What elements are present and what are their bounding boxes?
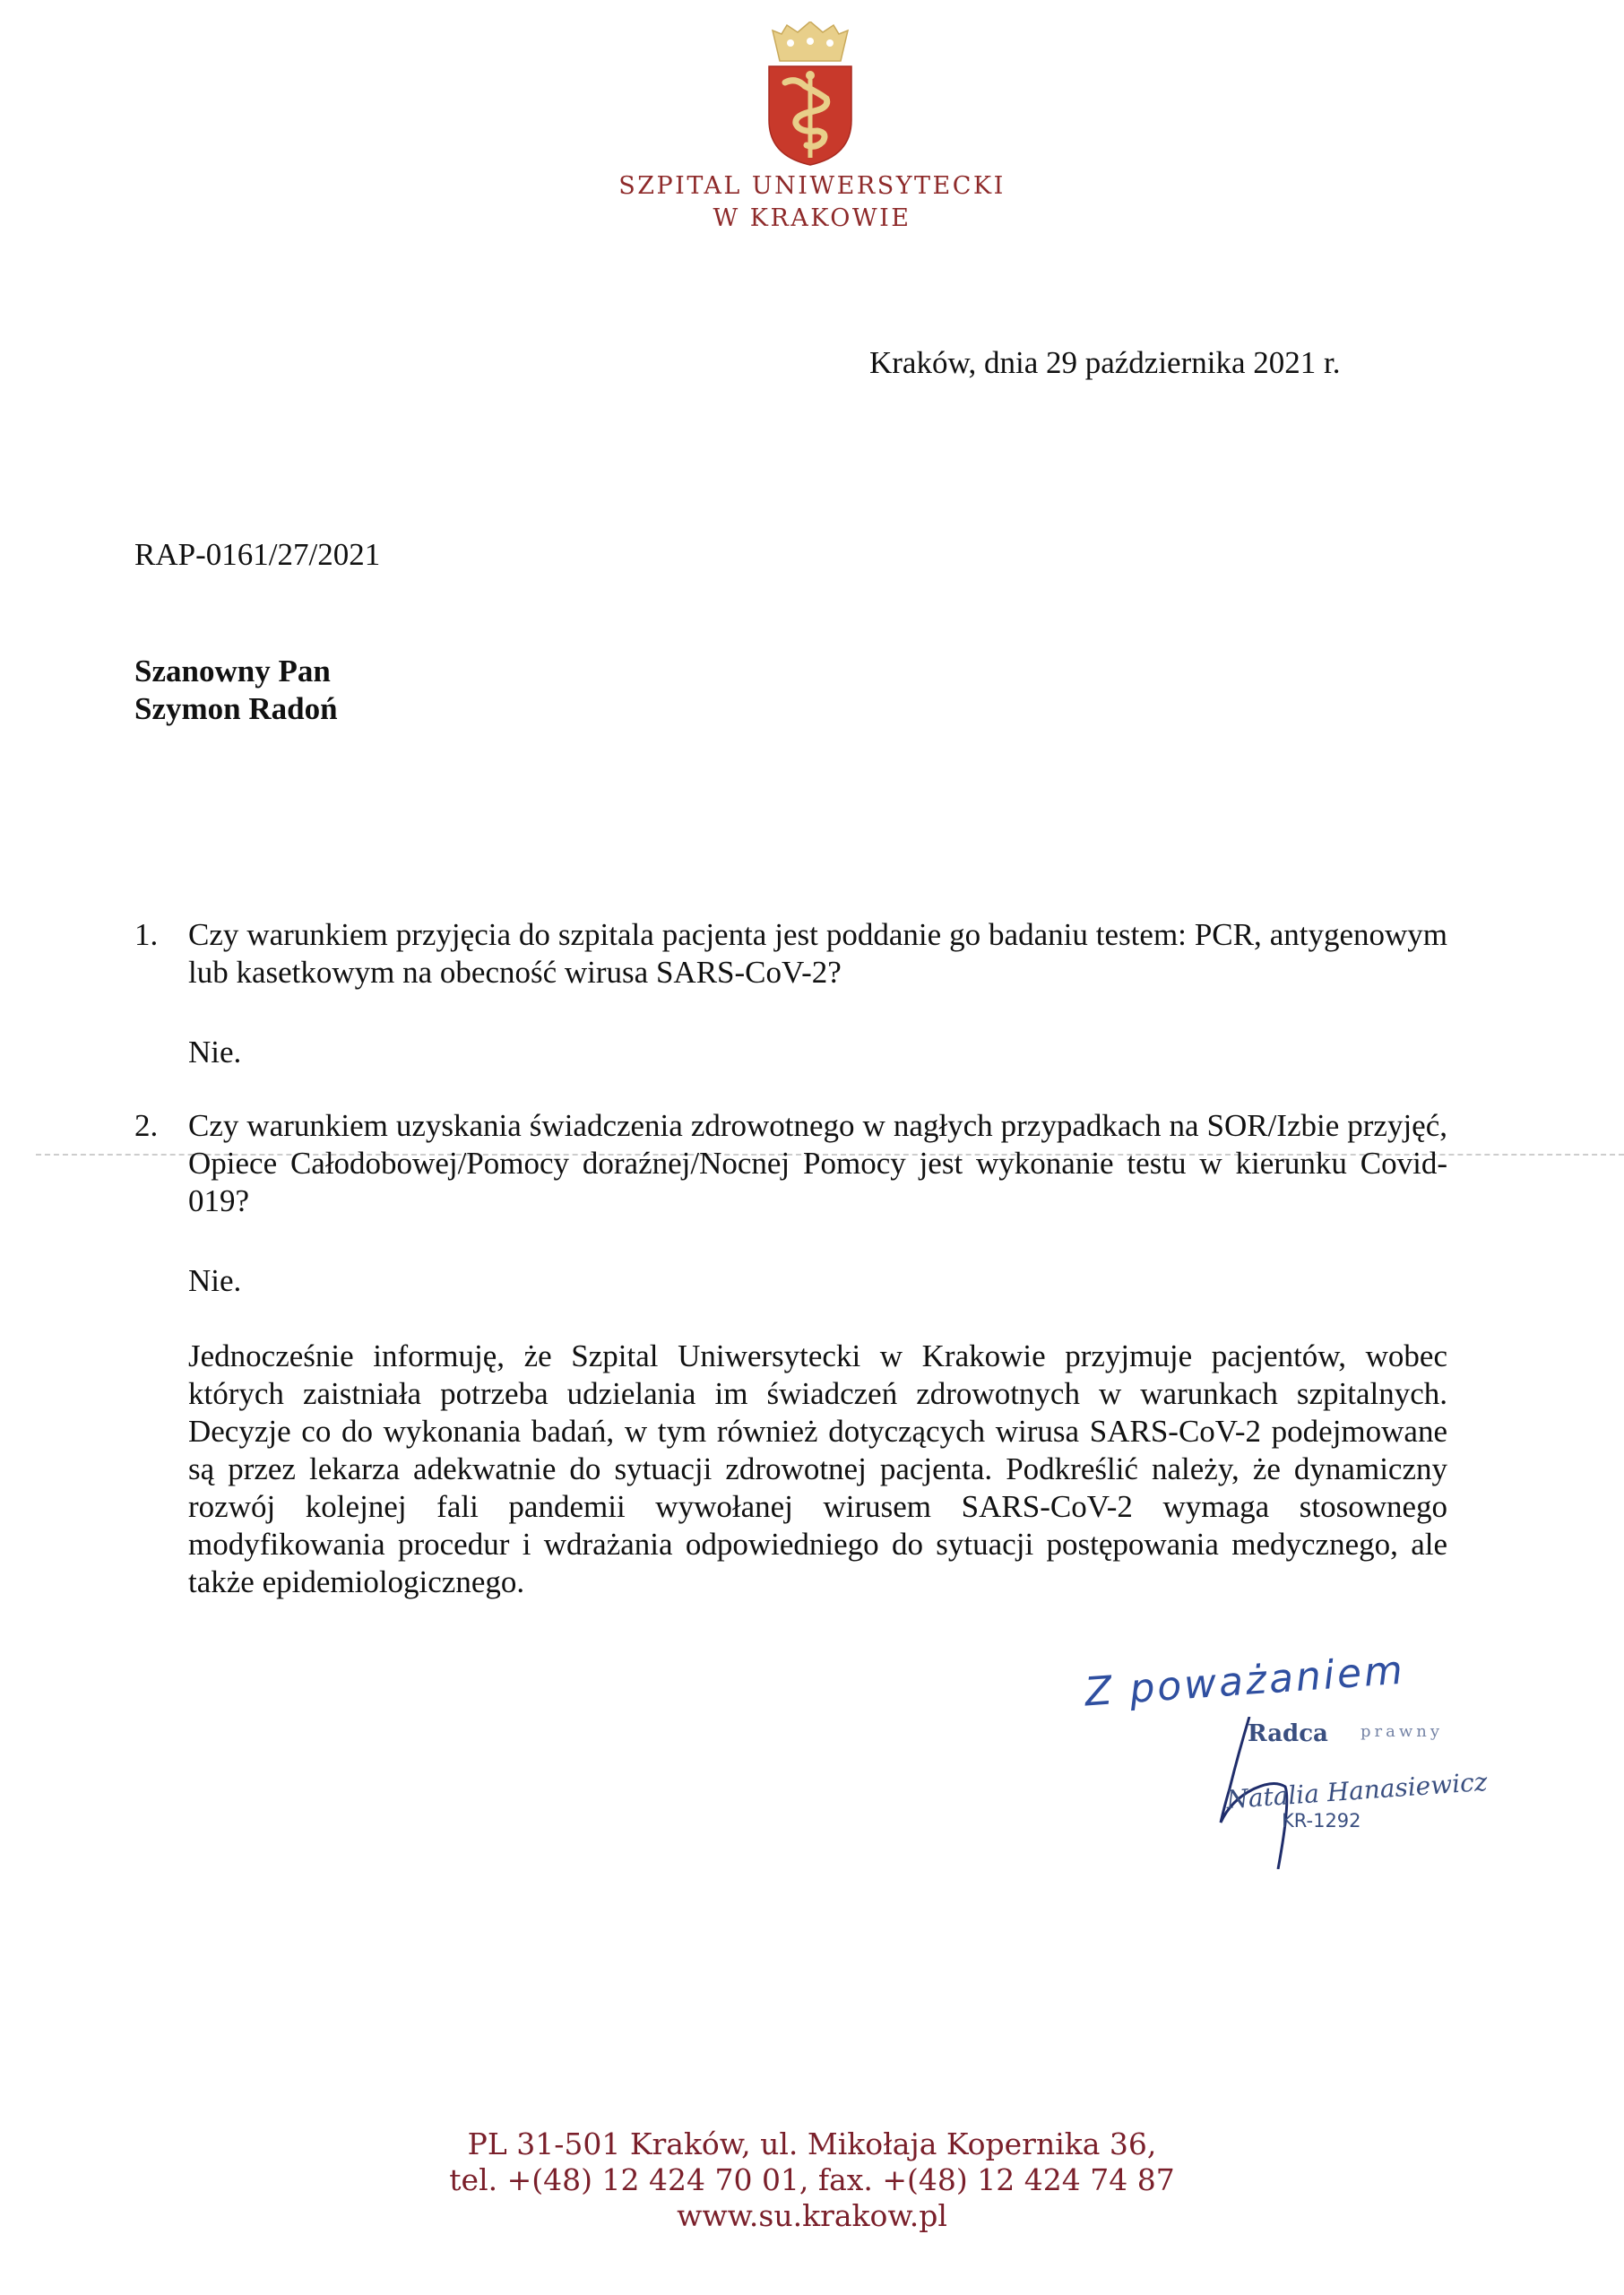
question-text: Czy warunkiem uzyskania świadczenia zdrowotnego w nagłych przypadkach na SOR/Izbie przyjęć, Opiece Całodobowej/Pomocy doraźnej/Nocnej Pomocy jest wykonanie testu w kierunku Covid-019? — [188, 1108, 1447, 1218]
stamp-title-suffix: prawny — [1361, 1722, 1444, 1741]
answer-1: Nie. — [188, 1035, 242, 1070]
closing-paragraph: Jednocześnie informuję, że Szpital Uniwersytecki w Krakowie przyjmuje pacjentów, wobec których zaistniała potrzeba udzielania im świadczeń zdrowotnych w warunkach szpitalnych. Decyzje co do wykonania badań, w tym również dotyczących wirusa SARS-CoV-2 podejmowane są przez lekarza adekwatnie do sytuacji zdrowotnej pacjenta. Podkreślić należy, że dynamiczny rozwój kolejnej fali pandemii wywołanej wirusem SARS-CoV-2 wymaga stosownego modyfikowania procedur i wdrażania odpowiedniego do sytuacji postępowania medycznego, ale także epidemiologicznego. — [188, 1338, 1447, 1599]
answer-2: Nie. — [188, 1263, 242, 1298]
handwritten-closing: Z poważaniem — [1083, 1647, 1407, 1716]
question-2 — [134, 1107, 1447, 1220]
stamp-id: KR-1292 — [1282, 1810, 1361, 1832]
footer-address: PL 31-501 Kraków, ul. Mikołaja Kopernika 36, — [467, 2126, 1157, 2161]
stamp-name: Natalia Hanasiewicz — [1225, 1766, 1489, 1815]
addressee-name: Szymon Radoń — [134, 691, 338, 726]
hospital-crest-icon — [764, 22, 857, 167]
footer-contact — [0, 2126, 1624, 2234]
letter-date: Kraków, dnia 29 października 2021 r. — [869, 345, 1341, 380]
legal-counsel-stamp — [1219, 1717, 1488, 1869]
footer-phone-fax: tel. +(48) 12 424 70 01, fax. +(48) 12 424 74 87 — [449, 2162, 1175, 2197]
reference-number: RAP-0161/27/2021 — [134, 537, 381, 572]
footer-website-link[interactable]: www.su.krakow.pl — [677, 2198, 947, 2233]
question-1 — [134, 916, 1447, 992]
stamp-title: Radca — [1248, 1720, 1328, 1747]
addressee-block — [134, 653, 338, 728]
question-text: Czy warunkiem przyjęcia do szpitala pacjenta jest poddanie go badaniu testem: PCR, antygenowym lub kasetkowym na obecność wirusa SARS-CoV-2? — [188, 917, 1447, 990]
organization-name-line2: W KRAKOWIE — [713, 204, 911, 232]
question-number: 1. — [134, 917, 159, 952]
organization-name-line1: SZPITAL UNIWERSYTECKI — [618, 172, 1006, 200]
question-number: 2. — [134, 1108, 159, 1143]
addressee-salutation: Szanowny Pan — [134, 654, 331, 688]
